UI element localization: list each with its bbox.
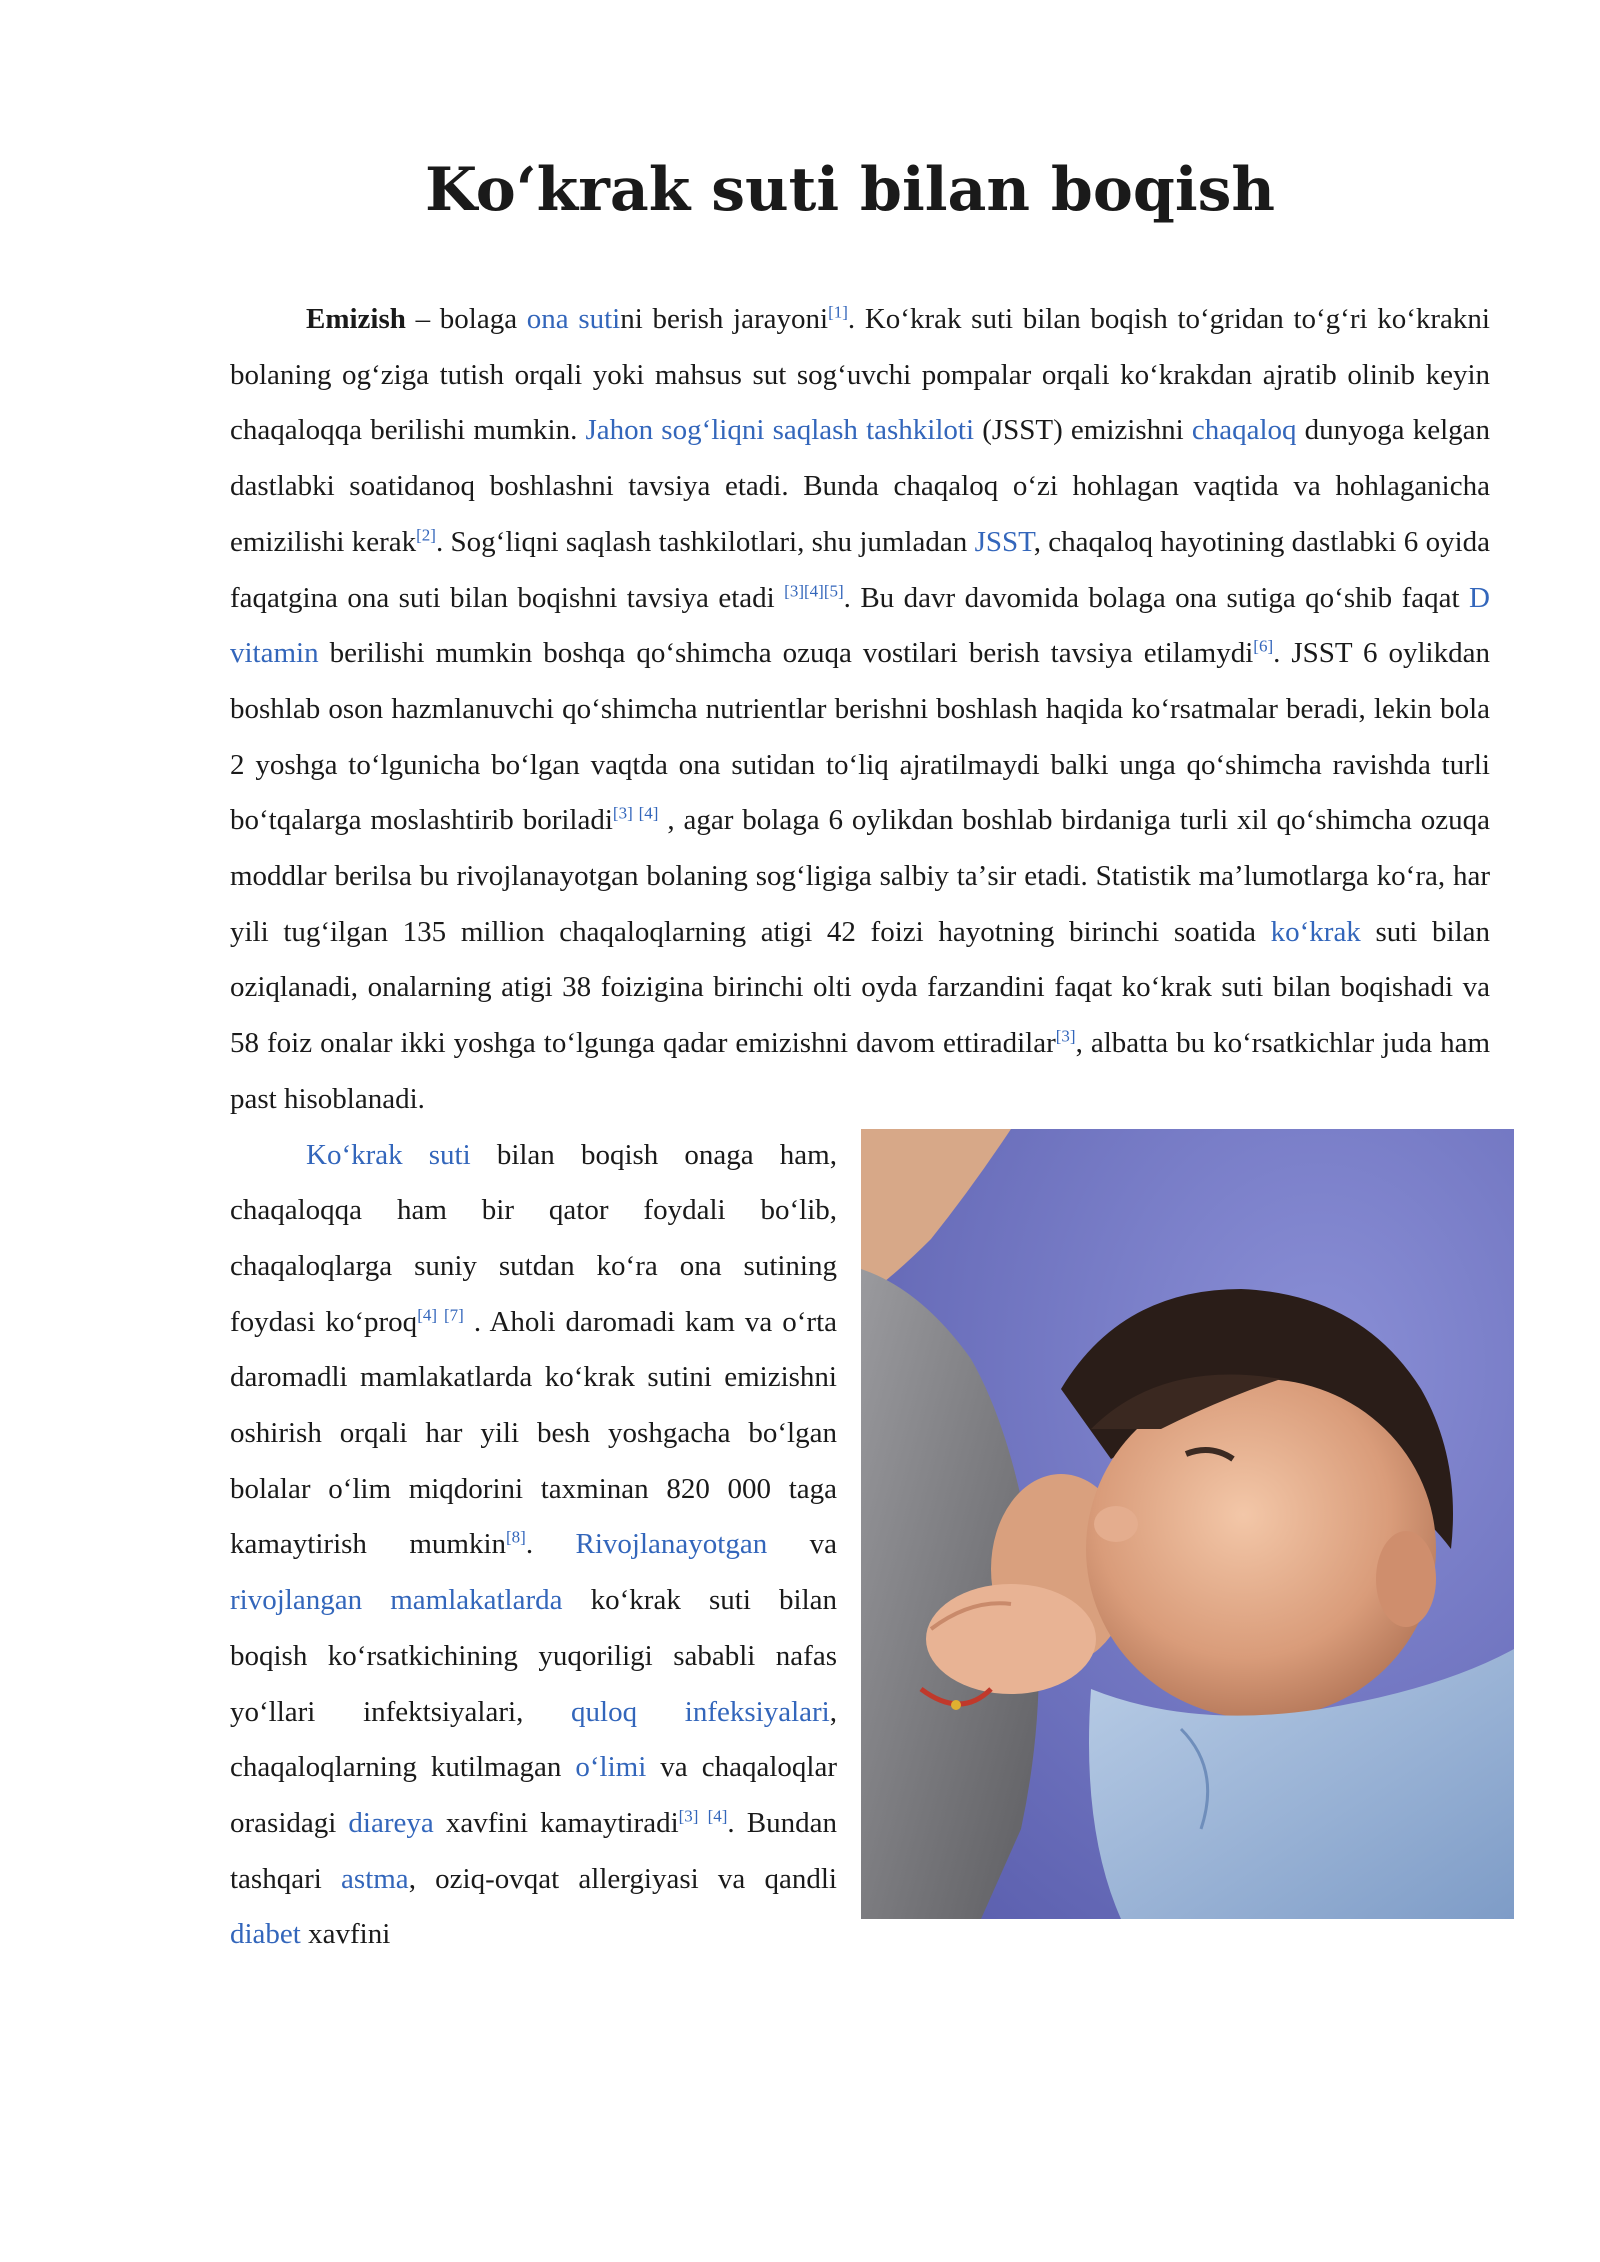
text-run: . Bu davr davomida bolaga ona sutiga qoʻshib faqat xyxy=(843,581,1470,614)
link-d-vitamin[interactable]: D vitamin xyxy=(230,581,1490,670)
link-olimi[interactable]: oʻlimi xyxy=(575,1751,647,1784)
link-ona-suti[interactable]: ona suti xyxy=(526,303,621,335)
reference-3-4[interactable]: [3] [4] xyxy=(612,803,659,823)
text-run: va xyxy=(767,1528,837,1561)
text-run: (JSST) emizishni xyxy=(974,414,1192,447)
paragraph-1 xyxy=(230,292,1490,1128)
text-run: va chaqaloqlar orasidagi xyxy=(230,1751,837,1839)
text-run: . JSST 6 oylikdan boshlab oson hazmlanuvchi qoʻshimcha nutrientlar berishni boshlash haqida koʻrsatmalar beradi, lekin bola 2 yoshga toʻlgunicha boʻlgan vaqtda ona sutidan toʻliq ajratilmaydi balki unga qoʻshimcha ravishda turli boʻtqalarga moslashtirib boriladi xyxy=(230,637,1490,837)
text-run: . Aholi daromadi kam va oʻrta daromadli mamlakatlarda koʻkrak sutini emizishni oshirish orqali har yili besh yoshgacha boʻlgan bolalar oʻlim miqdorini taxminan 820 000 taga kamaytirish mumkin xyxy=(230,1305,838,1561)
text-run: . Sogʻliqni saqlash tashkilotlari, shu jumladan xyxy=(435,525,975,558)
text-run: , albatta bu koʻrsatkichlar juda ham past hisoblanadi. xyxy=(230,1027,1491,1115)
text-run: . xyxy=(525,1528,576,1561)
article-body xyxy=(230,292,1490,1963)
link-rivojlangan-mamlakatlarda[interactable]: rivojlangan mamlakatlarda xyxy=(230,1584,563,1617)
reference-1[interactable]: [1] xyxy=(828,302,848,322)
text-run: xavfini kamaytiradi xyxy=(433,1806,679,1839)
link-rivojlanayotgan[interactable]: Rivojlanayotgan xyxy=(575,1528,768,1561)
title-wrap xyxy=(0,150,1600,230)
link-diareya[interactable]: diareya xyxy=(348,1806,434,1839)
text-run: – bolaga xyxy=(405,303,527,335)
text-run: , chaqaloqlarning kutilmagan xyxy=(230,1695,837,1784)
link-kokrak-suti[interactable]: Koʻkrak suti xyxy=(306,1138,471,1171)
link-chaqaloq[interactable]: chaqaloq xyxy=(1191,414,1297,447)
reference-3-4-5[interactable]: [3][4][5] xyxy=(784,580,844,600)
text-run: berilishi mumkin boshqa qoʻshimcha ozuqa vostilari berish tavsiya etilamydi xyxy=(318,637,1254,670)
text-run: koʻkrak suti bilan boqish koʻrsatkichining yuqoriligi sababli nafas yoʻllari infektsiyalari, xyxy=(230,1584,837,1728)
link-astma[interactable]: astma xyxy=(341,1862,409,1895)
text-run: , oziq-ovqat allergiyasi va qandli xyxy=(408,1862,837,1895)
text-run: . Bundan tashqari xyxy=(230,1806,837,1895)
link-diabet[interactable]: diabet xyxy=(230,1918,301,1951)
reference-2[interactable]: [2] xyxy=(416,525,436,545)
link-quloq-infeksiyalari[interactable]: quloq infeksiyalari xyxy=(571,1695,830,1728)
page-title: Koʻkrak suti bilan boqish xyxy=(424,155,1276,225)
text-run: xavfini xyxy=(300,1918,391,1951)
text-run: , agar bolaga 6 oylikdan boshlab birdaniga turli xil qoʻshimcha ozuqa moddlar berilsa bu rivojlanayotgan bolaning sogʻligiga salbiy taʼsir etadi. Statistik maʼlumotlarga koʻra, har yili tugʻilgan 135 million chaqaloqlarning atigi 42 foizi hayotning birinchi soatida xyxy=(230,804,1490,948)
text-run: suti bilan oziqlanadi, onalarning atigi 38 foizigina birinchi olti oyda farzandini faqat koʻkrak suti bilan boqishadi va 58 foiz onalar ikki yoshga toʻlgunga qadar emizishni davom ettiradilar xyxy=(230,915,1490,1060)
text-run: . Koʻkrak suti bilan boqish toʻgridan toʻgʻri koʻkrakni bolaning ogʻziga tutish orqali yoki mahsus sut sogʻuvchi pompalar orqali koʻkrakdan ajratib olinib keyin chaqaloqqa berilishi mumkin. xyxy=(230,303,1490,447)
reference-6[interactable]: [6] xyxy=(1253,636,1274,656)
link-kokrak[interactable]: koʻkrak xyxy=(1270,915,1361,948)
reference-8[interactable]: [8] xyxy=(506,1527,526,1547)
reference-3-4b[interactable]: [3] [4] xyxy=(678,1806,728,1826)
link-jsst-full[interactable]: Jahon sogʻliqni saqlash tashkiloti xyxy=(585,414,975,447)
reference-3b[interactable]: [3] xyxy=(1055,1026,1076,1046)
baby-feeding-illustration xyxy=(861,1129,1514,1919)
text-run: bilan boqish onaga ham, chaqaloqqa ham bir qator foydali boʻlib, chaqaloqlarga suniy sutdan koʻra ona sutining foydasi koʻproq xyxy=(230,1138,837,1338)
link-jsst[interactable]: JSST xyxy=(974,525,1034,558)
term-bold: Emizish xyxy=(306,303,406,335)
breastfeeding-photo xyxy=(861,1129,1514,1919)
text-run: , chaqaloq hayotining dastlabki 6 oyida faqatgina ona suti bilan boqishni tavsiya etadi xyxy=(230,525,1490,614)
text-run: ni berish jarayoni xyxy=(620,303,829,335)
text-run: dunyoga kelgan dastlabki soatidanoq boshlashni tavsiya etadi. Bunda chaqaloq oʻzi hohlagan vaqtida va hohlaganicha emizilishi kerak xyxy=(230,414,1490,558)
reference-4-7[interactable]: [4] [7] xyxy=(417,1305,464,1324)
